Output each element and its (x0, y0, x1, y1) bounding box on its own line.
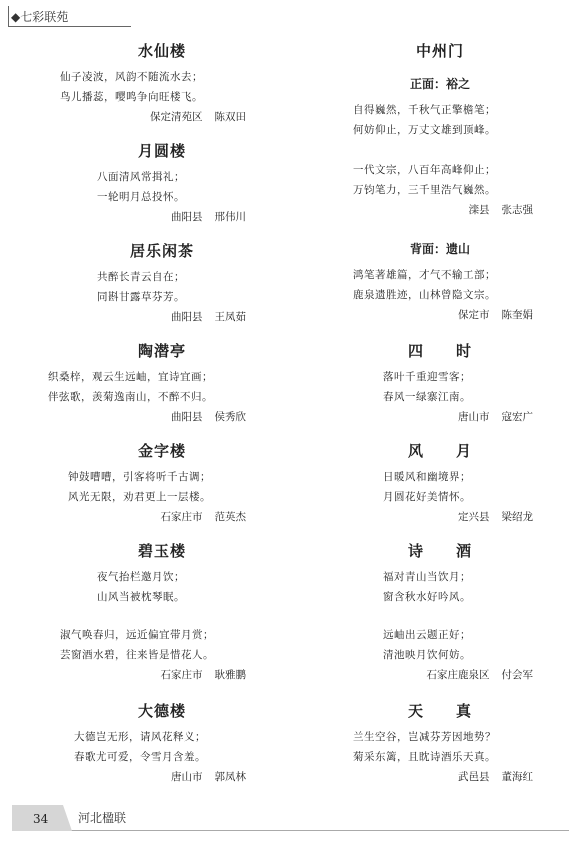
couplet-author (42, 767, 282, 787)
couplet-spacer (42, 607, 282, 625)
author-name: 邢伟川 (214, 211, 246, 223)
couplet-line: 菊采东篱，且眈诗酒乐天真。 (353, 751, 496, 763)
couplet-line: 春风一绿寨江南。 (383, 391, 471, 403)
couplet-title: 月圆楼 (137, 142, 186, 160)
couplet-zhongzhoumen (335, 40, 545, 240)
couplet-author (42, 207, 282, 227)
footer-rule (12, 830, 569, 831)
couplet-line: 兰生空谷，岂减芬芳因地势？ (353, 731, 496, 743)
author-place: 曲阳县 (171, 311, 203, 323)
page-header (8, 6, 131, 27)
couplet-line: 窗含秋水好吟风。 (383, 591, 471, 603)
couplet-yishan (335, 240, 545, 340)
couplet-title: 水仙楼 (137, 42, 186, 60)
couplet-sishi (335, 340, 545, 440)
author-place: 保定清苑区 (150, 111, 203, 123)
author-place: 曲阳县 (171, 211, 203, 223)
couplet-author (335, 767, 545, 787)
couplet-line: 芸窗酒水碧，往来皆是惜花人。 (60, 649, 214, 661)
journal-title: 河北楹联 (78, 811, 127, 825)
author-place: 定兴县 (458, 511, 490, 523)
couplet-fengyue (335, 440, 545, 540)
author-name: 梁绍龙 (501, 511, 533, 523)
section-label: ◆七彩联苑 (11, 10, 69, 24)
couplet-line: 山风当被枕琴眠。 (97, 591, 185, 603)
author-place: 石家庄市 (160, 669, 203, 681)
couplet-line: 鸿笔著雄篇，才气不输工部； (353, 269, 496, 281)
couplet-title: 中州门 (415, 42, 464, 60)
couplet-author (42, 307, 282, 327)
author-place: 唐山市 (171, 771, 203, 783)
author-name: 寇宏广 (501, 411, 533, 423)
couplet-line: 福对青山当饮月； (383, 571, 471, 583)
couplet-line: 夜气抬栏邀月饮； (97, 571, 185, 583)
couplet-line: 远岫出云题正好； (383, 629, 471, 641)
author-name: 陈双田 (214, 111, 246, 123)
author-place: 唐山市 (458, 411, 490, 423)
couplet-subtitle: 正面：裕之 (409, 77, 470, 91)
couplet-line: 月圆花好美情怀。 (383, 491, 471, 503)
couplet-line: 落叶千重迎雪客； (383, 371, 471, 383)
couplet-title: 碧玉楼 (137, 542, 186, 560)
couplet-julexiancha (42, 240, 282, 340)
couplet-line: 钟鼓嘈嘈，引客将听千古调； (68, 471, 211, 483)
couplet-line: 何妨仰止，万丈文雄到顶峰。 (353, 124, 496, 136)
couplet-spacer (335, 140, 545, 160)
couplet-spacer (335, 607, 545, 625)
couplet-title: 居乐闲茶 (129, 242, 194, 260)
author-name: 付会军 (501, 669, 533, 681)
couplet-line: 淑气唤春归，远近偏宜带月赏； (60, 629, 214, 641)
right-column (335, 40, 545, 800)
page-number: 34 (33, 812, 49, 826)
author-place: 武邑县 (458, 771, 490, 783)
couplet-line: 同斟甘露草芬芳。 (97, 291, 185, 303)
author-place: 曲阳县 (171, 411, 203, 423)
author-name: 王凤茹 (214, 311, 246, 323)
couplet-line: 共醉长青云自在； (97, 271, 185, 283)
author-place: 石家庄鹿泉区 (426, 669, 490, 681)
couplet-biyulou (42, 540, 282, 700)
couplet-line: 风光无限，劝君更上一层楼。 (68, 491, 211, 503)
couplet-line: 仙子凌波，风韵不随流水去； (60, 71, 203, 83)
couplet-author (42, 107, 282, 127)
couplet-title: 四 时 (407, 342, 472, 360)
couplet-line: 万钧笔力，三千里浩气巍然。 (353, 184, 496, 196)
couplet-line: 八面清风常揖礼； (97, 171, 185, 183)
couplet-line: 鹿泉遗胜迹，山林曾隐文宗。 (353, 289, 496, 301)
couplet-dadelou (42, 700, 282, 800)
couplet-line: 清池映月饮何妨。 (383, 649, 471, 661)
couplet-line: 自得巍然，千秋气正擎檐笔； (353, 104, 496, 116)
couplet-tianzhen (335, 700, 545, 800)
couplet-line: 一代文宗，八百年高峰仰止； (353, 164, 496, 176)
author-name: 董海红 (501, 771, 533, 783)
author-place: 滦县 (468, 204, 490, 216)
couplet-author (335, 200, 545, 220)
author-name: 范英杰 (214, 511, 246, 523)
couplet-title: 诗 酒 (407, 542, 472, 560)
couplet-shijiu (335, 540, 545, 700)
couplet-line: 织桑梓，观云生远岫，宜诗宜画； (48, 371, 213, 383)
couplet-author (335, 665, 545, 685)
couplet-author (335, 507, 545, 527)
couplet-author (42, 665, 282, 685)
author-name: 耿雅鹏 (214, 669, 246, 681)
left-column (42, 40, 282, 800)
couplet-yueyuanlou (42, 140, 282, 240)
couplet-author (335, 407, 545, 427)
couplet-line: 大德岂无形，请风花释义； (74, 731, 206, 743)
couplet-taoqianting (42, 340, 282, 440)
author-name: 张志强 (501, 204, 533, 216)
couplet-line: 鸟儿播蕊，嘤鸣争向旺楼飞。 (60, 91, 203, 103)
couplet-line: 春歌尤可爱，令雪月含羞。 (74, 751, 206, 763)
couplet-shuixianlou (42, 40, 282, 140)
couplet-line: 伴弦歌，羡菊逸南山，不醉不归。 (48, 391, 213, 403)
couplet-author (335, 305, 545, 325)
couplet-author (42, 407, 282, 427)
couplet-line: 日暖风和幽境界； (383, 471, 471, 483)
couplet-title: 风 月 (407, 442, 472, 460)
couplet-subtitle: 背面：遗山 (409, 242, 470, 256)
couplet-author (42, 507, 282, 527)
couplet-title: 金字楼 (137, 442, 186, 460)
author-name: 郭凤林 (214, 771, 246, 783)
couplet-jinzilou (42, 440, 282, 540)
author-place: 石家庄市 (160, 511, 203, 523)
author-name: 侯秀欣 (214, 411, 246, 423)
couplet-title: 天 真 (407, 702, 472, 720)
couplet-line: 一轮明月总投怀。 (97, 191, 185, 203)
author-name: 陈奎娟 (501, 309, 533, 321)
author-place: 保定市 (458, 309, 490, 321)
couplet-title: 大德楼 (137, 702, 186, 720)
couplet-title: 陶潜亭 (137, 342, 186, 360)
